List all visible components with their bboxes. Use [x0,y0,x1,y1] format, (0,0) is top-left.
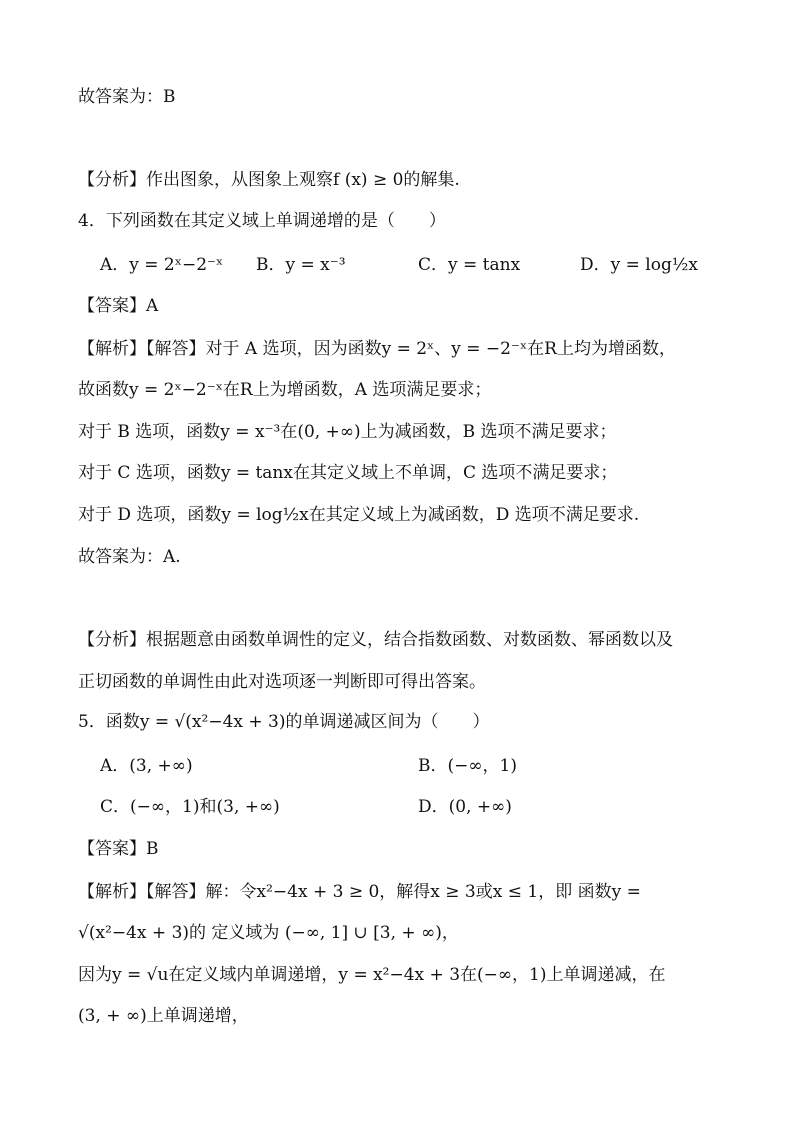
question-5-stem: 5．函数y = √(x²−4x + 3)的单调递减区间为（ ） [78,712,490,732]
question-4-option-c: C．y = tanx [418,255,521,275]
question-5-option-a: A．(3, +∞) [100,756,193,776]
question-5-option-b: B．(−∞，1) [418,756,517,776]
question-5-option-d: D．(0, +∞) [418,797,512,817]
question-5-explain-line-2: √(x²−4x + 3)的 定义域为 (−∞, 1] ∪ [3, + ∞)， [78,923,459,943]
prev-answer-note: 故答案为：B [78,87,176,107]
question-4-option-d: D．y = log½x [580,255,698,275]
question-4-option-a: A．y = 2ˣ−2⁻ˣ [100,255,224,275]
question-5-explain-line-1: 【解析】【解答】解：令x²−4x + 3 ≥ 0，解得x ≥ 3或x ≤ 1，即 函数y = [78,882,641,902]
question-4-analysis-line-2: 正切函数的单调性由此对选项逐一判断即可得出答案。 [78,672,486,692]
question-5-answer: 【答案】B [78,839,159,859]
prev-analysis: 【分析】作出图象，从图象上观察f (x) ≥ 0的解集. [78,170,460,190]
question-4-option-b: B．y = x⁻³ [256,255,346,275]
question-4-explain-line-4: 对于 C 选项，函数y = tanx在其定义域上不单调，C 选项不满足要求； [78,463,618,483]
question-5-explain-line-4: (3, + ∞)上单调递增， [78,1006,249,1026]
question-5-option-c: C．(−∞，1)和(3, +∞) [100,797,280,817]
question-4-explain-line-3: 对于 B 选项，函数y = x⁻³在(0, +∞)上为减函数，B 选项不满足要求； [78,422,617,442]
question-4-answer: 【答案】A [78,296,159,316]
question-4-stem: 4．下列函数在其定义域上单调递增的是（ ） [78,211,446,231]
question-5-explain-line-3: 因为y = √u在定义域内单调递增，y = x²−4x + 3在(−∞，1)上单调递减，在 [78,965,666,985]
question-4-conclusion: 故答案为：A. [78,547,181,567]
question-4-explain-line-5: 对于 D 选项，函数y = log½x在其定义域上为减函数，D 选项不满足要求. [78,505,640,525]
question-4-analysis-line-1: 【分析】根据题意由函数单调性的定义，结合指数函数、对数函数、幂函数以及 [78,630,673,650]
question-4-explain-line-1: 【解析】【解答】对于 A 选项，因为函数y = 2ˣ、y = −2⁻ˣ在R上均为增函数， [78,339,676,359]
question-4-explain-line-2: 故函数y = 2ˣ−2⁻ˣ在R上为增函数，A 选项满足要求； [78,380,492,400]
